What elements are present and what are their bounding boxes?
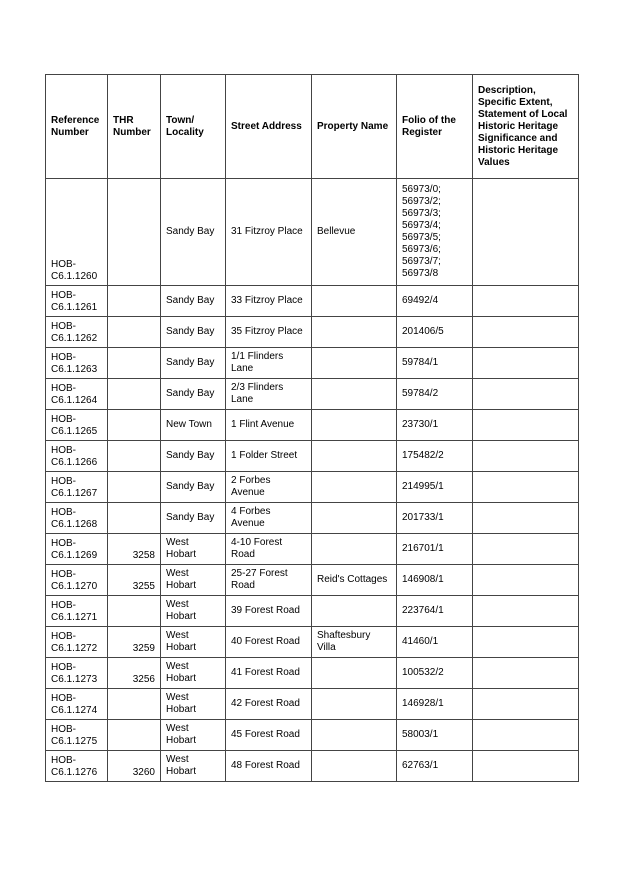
cell-street-address: 1 Folder Street [226,441,312,472]
table-row [46,720,579,751]
table-row [46,565,579,596]
cell-reference-number: HOB- C6.1.1260 [46,179,108,286]
cell-thr-number [108,348,161,379]
cell-description [473,596,579,627]
cell-folio: 201733/1 [397,503,473,534]
table-row [46,751,579,782]
cell-description [473,720,579,751]
cell-town-locality: West Hobart [161,565,226,596]
cell-folio: 69492/4 [397,286,473,317]
cell-reference-number: HOB- C6.1.1273 [46,658,108,689]
cell-reference-number: HOB- C6.1.1271 [46,596,108,627]
table-row [46,627,579,658]
cell-street-address: 4-10 Forest Road [226,534,312,565]
cell-property-name [312,658,397,689]
table-row [46,658,579,689]
cell-folio: 56973/0; 56973/2; 56973/3; 56973/4; 56973/5; 56973/6; 56973/7; 56973/8 [397,179,473,286]
cell-town-locality: Sandy Bay [161,441,226,472]
cell-folio: 223764/1 [397,596,473,627]
cell-property-name [312,534,397,565]
header-town-locality: Town/ Locality [161,75,226,179]
cell-town-locality: West Hobart [161,689,226,720]
cell-street-address: 2/3 Flinders Lane [226,379,312,410]
cell-reference-number: HOB- C6.1.1269 [46,534,108,565]
cell-town-locality: West Hobart [161,534,226,565]
cell-description [473,689,579,720]
cell-reference-number: HOB- C6.1.1267 [46,472,108,503]
cell-description [473,565,579,596]
cell-reference-number: HOB- C6.1.1266 [46,441,108,472]
cell-reference-number: HOB- C6.1.1261 [46,286,108,317]
cell-thr-number: 3258 [108,534,161,565]
cell-description [473,534,579,565]
cell-description [473,317,579,348]
cell-street-address: 2 Forbes Avenue [226,472,312,503]
cell-reference-number: HOB- C6.1.1274 [46,689,108,720]
cell-thr-number [108,286,161,317]
cell-description [473,179,579,286]
cell-street-address: 40 Forest Road [226,627,312,658]
cell-folio: 62763/1 [397,751,473,782]
header-street-address: Street Address [226,75,312,179]
cell-folio: 59784/2 [397,379,473,410]
cell-town-locality: West Hobart [161,658,226,689]
cell-street-address: 1 Flint Avenue [226,410,312,441]
header-row [46,75,579,179]
cell-folio: 41460/1 [397,627,473,658]
cell-reference-number: HOB- C6.1.1268 [46,503,108,534]
cell-property-name [312,503,397,534]
cell-street-address: 35 Fitzroy Place [226,317,312,348]
cell-thr-number: 3259 [108,627,161,658]
cell-thr-number [108,317,161,348]
cell-folio: 214995/1 [397,472,473,503]
cell-town-locality: West Hobart [161,720,226,751]
cell-property-name: Reid's Cottages [312,565,397,596]
table-row [46,534,579,565]
cell-property-name [312,410,397,441]
cell-reference-number: HOB- C6.1.1270 [46,565,108,596]
cell-town-locality: West Hobart [161,751,226,782]
cell-folio: 23730/1 [397,410,473,441]
table-row [46,472,579,503]
cell-description [473,627,579,658]
cell-property-name: Bellevue [312,179,397,286]
cell-reference-number: HOB- C6.1.1263 [46,348,108,379]
cell-thr-number [108,410,161,441]
cell-description [473,410,579,441]
heritage-register-table [45,74,579,782]
cell-thr-number [108,379,161,410]
cell-property-name [312,472,397,503]
header-property-name: Property Name [312,75,397,179]
cell-description [473,348,579,379]
cell-folio: 216701/1 [397,534,473,565]
cell-street-address: 1/1 Flinders Lane [226,348,312,379]
cell-property-name [312,720,397,751]
header-folio: Folio of the Register [397,75,473,179]
cell-town-locality: Sandy Bay [161,286,226,317]
cell-property-name: Shaftesbury Villa [312,627,397,658]
table-row [46,410,579,441]
header-thr-number: THR Number [108,75,161,179]
cell-reference-number: HOB- C6.1.1275 [46,720,108,751]
cell-street-address: 45 Forest Road [226,720,312,751]
cell-property-name [312,348,397,379]
cell-street-address: 4 Forbes Avenue [226,503,312,534]
cell-thr-number [108,179,161,286]
cell-property-name [312,689,397,720]
table-row [46,286,579,317]
cell-thr-number [108,596,161,627]
cell-thr-number [108,689,161,720]
cell-description [473,658,579,689]
cell-description [473,503,579,534]
cell-description [473,286,579,317]
cell-property-name [312,317,397,348]
cell-thr-number: 3255 [108,565,161,596]
cell-street-address: 33 Fitzroy Place [226,286,312,317]
cell-street-address: 41 Forest Road [226,658,312,689]
cell-thr-number: 3256 [108,658,161,689]
table-row [46,379,579,410]
table-row [46,348,579,379]
cell-reference-number: HOB- C6.1.1276 [46,751,108,782]
cell-reference-number: HOB- C6.1.1265 [46,410,108,441]
cell-street-address: 39 Forest Road [226,596,312,627]
cell-description [473,379,579,410]
cell-reference-number: HOB- C6.1.1272 [46,627,108,658]
cell-town-locality: Sandy Bay [161,472,226,503]
cell-property-name [312,596,397,627]
cell-street-address: 48 Forest Road [226,751,312,782]
table-row [46,689,579,720]
cell-reference-number: HOB- C6.1.1262 [46,317,108,348]
cell-town-locality: Sandy Bay [161,179,226,286]
cell-thr-number: 3260 [108,751,161,782]
cell-description [473,441,579,472]
cell-street-address: 42 Forest Road [226,689,312,720]
cell-property-name [312,286,397,317]
cell-town-locality: Sandy Bay [161,317,226,348]
cell-folio: 146908/1 [397,565,473,596]
cell-description [473,751,579,782]
cell-property-name [312,441,397,472]
cell-town-locality: Sandy Bay [161,503,226,534]
cell-town-locality: Sandy Bay [161,348,226,379]
cell-folio: 175482/2 [397,441,473,472]
table-row [46,179,579,286]
cell-street-address: 31 Fitzroy Place [226,179,312,286]
cell-street-address: 25-27 Forest Road [226,565,312,596]
table-row [46,503,579,534]
cell-thr-number [108,441,161,472]
header-description: Description, Specific Extent, Statement of Local Historic Heritage Significance and Historic Heritage Values [473,75,579,179]
cell-property-name [312,751,397,782]
cell-property-name [312,379,397,410]
cell-town-locality: New Town [161,410,226,441]
table-row [46,441,579,472]
table-row [46,317,579,348]
cell-town-locality: West Hobart [161,627,226,658]
table-row [46,596,579,627]
cell-town-locality: Sandy Bay [161,379,226,410]
cell-thr-number [108,503,161,534]
table-body [46,179,579,782]
cell-town-locality: West Hobart [161,596,226,627]
cell-folio: 201406/5 [397,317,473,348]
cell-folio: 58003/1 [397,720,473,751]
cell-thr-number [108,720,161,751]
cell-reference-number: HOB- C6.1.1264 [46,379,108,410]
cell-thr-number [108,472,161,503]
cell-folio: 146928/1 [397,689,473,720]
cell-folio: 59784/1 [397,348,473,379]
cell-description [473,472,579,503]
header-reference-number: Reference Number [46,75,108,179]
cell-folio: 100532/2 [397,658,473,689]
